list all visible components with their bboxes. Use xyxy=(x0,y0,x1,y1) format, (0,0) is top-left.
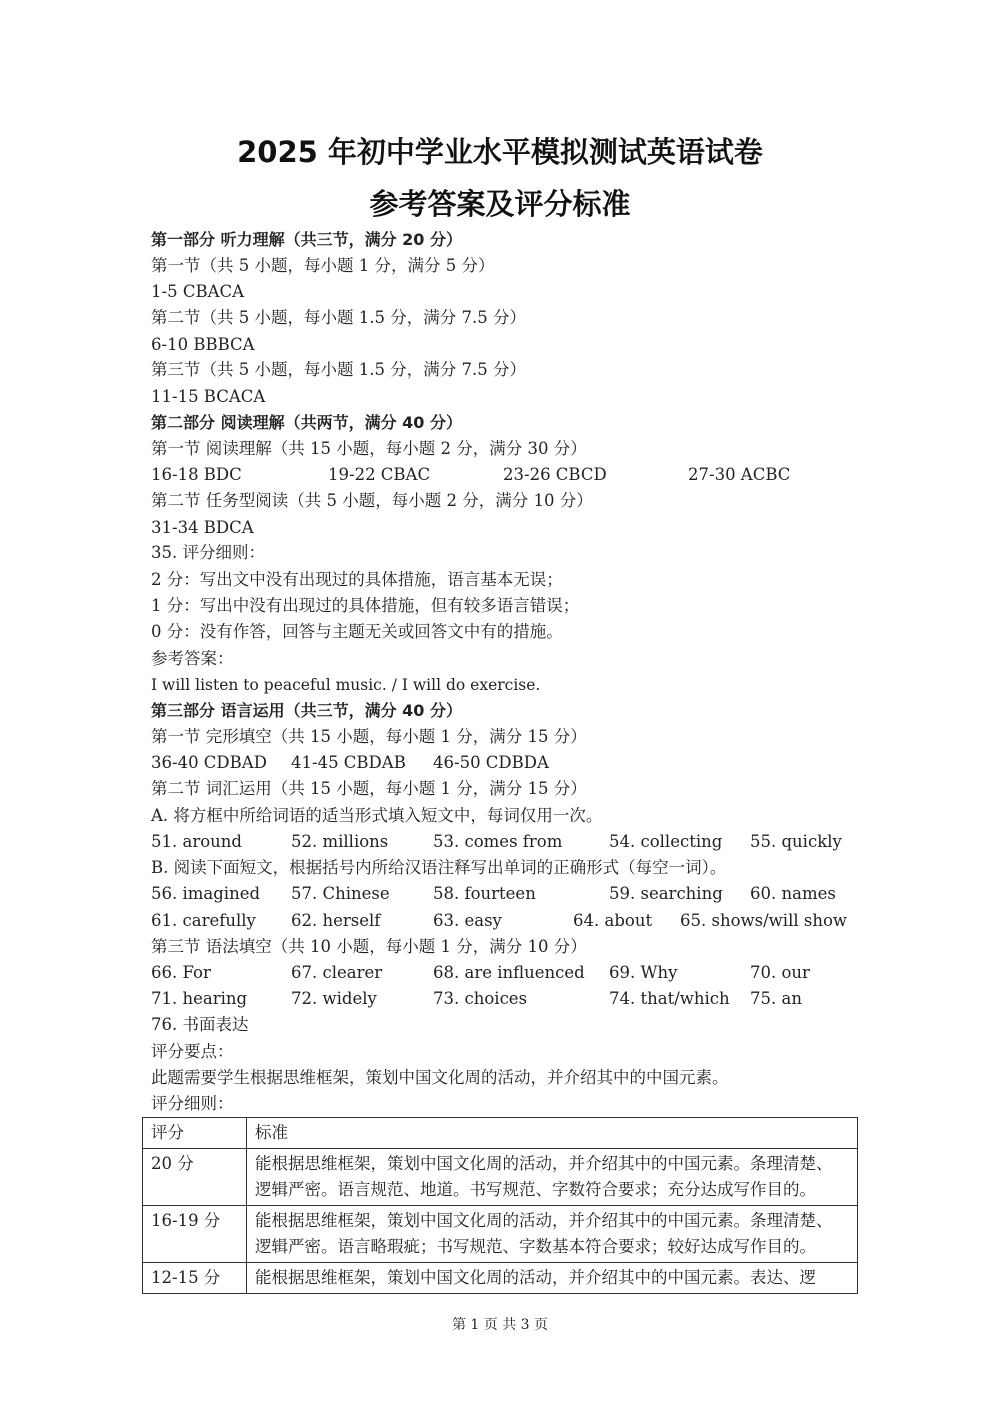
q35-score-0: 0 分：没有作答，回答与主题无关或回答文中有的措施。 xyxy=(151,622,563,641)
reference-answer-label: 参考答案： xyxy=(151,649,234,668)
vocab-answer: 62. herself xyxy=(291,911,381,930)
vocab-answer: 58. fourteen xyxy=(433,884,536,903)
cloze-answer: 41-45 CBDAB xyxy=(291,753,406,772)
grammar-answer: 75. an xyxy=(750,989,802,1008)
reference-answer-text: I will listen to peaceful music. / I will do exercise. xyxy=(151,676,541,694)
reading-answers-row xyxy=(0,463,1000,487)
reading-answer: 23-26 CBCD xyxy=(503,465,607,484)
rubric-standard-line: 能根据思维框架，策划中国文化周的活动，并介绍其中的中国元素。条理清楚、 xyxy=(255,1154,833,1173)
grammar-row-2 xyxy=(0,987,1000,1011)
part3-section3-desc: 第三节 语法填空（共 10 小题，每小题 1 分，满分 10 分） xyxy=(151,937,587,956)
part2-section1-desc: 第一节 阅读理解（共 15 小题，每小题 2 分，满分 30 分） xyxy=(151,439,587,458)
grammar-answer: 72. widely xyxy=(291,989,377,1008)
vocab-answer: 57. Chinese xyxy=(291,884,390,903)
rubric-standard xyxy=(247,1263,858,1294)
rubric-score: 20 分 xyxy=(143,1149,247,1206)
scoring-points-label: 评分要点： xyxy=(151,1042,234,1061)
vocab-answer: 63. easy xyxy=(433,911,502,930)
q35-heading: 35. 评分细则： xyxy=(151,543,265,562)
vocab-answer: 64. about xyxy=(573,911,653,930)
table-row xyxy=(143,1206,858,1263)
column-header-standard: 标准 xyxy=(247,1118,858,1149)
answers-1-5: 1-5 CBACA xyxy=(151,282,245,301)
grammar-answer: 67. clearer xyxy=(291,963,383,982)
answers-6-10: 6-10 BBBCA xyxy=(151,335,255,354)
rubric-score: 12-15 分 xyxy=(143,1263,247,1294)
vocab-answer: 65. shows/will show xyxy=(680,911,848,930)
cloze-answer: 46-50 CDBDA xyxy=(433,753,549,772)
part2-section2-desc: 第二节 任务型阅读（共 5 小题，每小题 2 分，满分 10 分） xyxy=(151,491,593,510)
grammar-answer: 71. hearing xyxy=(151,989,248,1008)
vocab-answer: 52. millions xyxy=(291,832,389,851)
rubric-standard-line: 能根据思维框架，策划中国文化周的活动，并介绍其中的中国元素。条理清楚、 xyxy=(255,1211,833,1230)
vocab-b-instruction: B. 阅读下面短文，根据括号内所给汉语注释写出单词的正确形式（每空一词）。 xyxy=(151,858,727,877)
vocab-b-row-1 xyxy=(0,882,1000,906)
scoring-details-label: 评分细则： xyxy=(151,1094,234,1113)
grammar-answer: 73. choices xyxy=(433,989,528,1008)
vocab-answer: 56. imagined xyxy=(151,884,261,903)
page-subtitle: 参考答案及评分标准 xyxy=(369,187,631,221)
vocab-a-row xyxy=(0,830,1000,854)
grammar-answer: 70. our xyxy=(750,963,810,982)
section-heading-part3: 第三部分 语言运用（共三节，满分 40 分） xyxy=(151,701,462,720)
vocab-answer: 61. carefully xyxy=(151,911,256,930)
rubric-standard-line: 逻辑严密。语言略瑕疵；书写规范、字数基本符合要求；较好达成写作目的。 xyxy=(255,1237,816,1256)
grammar-answer: 74. that/which xyxy=(609,989,730,1008)
reading-answer: 16-18 BDC xyxy=(151,465,242,484)
rubric-table xyxy=(142,1117,858,1294)
grammar-answer: 69. Why xyxy=(609,963,678,982)
rubric-score: 16-19 分 xyxy=(143,1206,247,1263)
vocab-answer: 51. around xyxy=(151,832,242,851)
answers-31-34: 31-34 BDCA xyxy=(151,518,254,537)
grammar-row-1 xyxy=(0,961,1000,985)
vocab-answer: 55. quickly xyxy=(750,832,842,851)
cloze-answers-row xyxy=(0,751,1000,775)
reading-answer: 27-30 ACBC xyxy=(688,465,791,484)
q35-score-1: 1 分：写出中没有出现过的具体措施，但有较多语言错误； xyxy=(151,596,580,615)
part1-section3-desc: 第三节（共 5 小题，每小题 1.5 分，满分 7.5 分） xyxy=(151,360,526,379)
part1-section2-desc: 第二节（共 5 小题，每小题 1.5 分，满分 7.5 分） xyxy=(151,308,526,327)
vocab-answer: 53. comes from xyxy=(433,832,563,851)
table-header-row xyxy=(143,1118,858,1149)
q76-heading: 76. 书面表达 xyxy=(151,1015,249,1034)
part1-section1-desc: 第一节（共 5 小题，每小题 1 分，满分 5 分） xyxy=(151,256,495,275)
table-row xyxy=(143,1263,858,1294)
rubric-standard-line: 能根据思维框架，策划中国文化周的活动，并介绍其中的中国元素。表达、逻 xyxy=(255,1268,816,1287)
section-heading-part2: 第二部分 阅读理解（共两节，满分 40 分） xyxy=(151,413,462,432)
grammar-answer: 66. For xyxy=(151,963,211,982)
vocab-a-instruction: A. 将方框中所给词语的适当形式填入短文中，每词仅用一次。 xyxy=(151,806,603,825)
reading-answer: 19-22 CBAC xyxy=(328,465,431,484)
table-row xyxy=(143,1149,858,1206)
column-header-score: 评分 xyxy=(143,1118,247,1149)
scoring-points-text: 此题需要学生根据思维框架，策划中国文化周的活动，并介绍其中的中国元素。 xyxy=(151,1068,729,1087)
cloze-answer: 36-40 CDBAD xyxy=(151,753,267,772)
vocab-answer: 59. searching xyxy=(609,884,723,903)
rubric-standard-line: 逻辑严密。语言规范、地道。书写规范、字数符合要求；充分达成写作目的。 xyxy=(255,1180,816,1199)
section-heading-part1: 第一部分 听力理解（共三节，满分 20 分） xyxy=(151,230,462,249)
vocab-answer: 60. names xyxy=(750,884,836,903)
part3-section2-desc: 第二节 词汇运用（共 15 小题，每小题 1 分，满分 15 分） xyxy=(151,779,587,798)
answers-11-15: 11-15 BCACA xyxy=(151,387,266,406)
part3-section1-desc: 第一节 完形填空（共 15 小题，每小题 1 分，满分 15 分） xyxy=(151,727,587,746)
q35-score-2: 2 分：写出文中没有出现过的具体措施，语言基本无误； xyxy=(151,570,563,589)
rubric-standard xyxy=(247,1206,858,1263)
grammar-answer: 68. are influenced xyxy=(433,963,585,982)
page-title: 2025 年初中学业水平模拟测试英语试卷 xyxy=(237,135,763,169)
page-footer: 第 1 页 共 3 页 xyxy=(451,1317,549,1333)
vocab-b-row-2 xyxy=(0,909,1000,933)
rubric-standard xyxy=(247,1149,858,1206)
vocab-answer: 54. collecting xyxy=(609,832,723,851)
